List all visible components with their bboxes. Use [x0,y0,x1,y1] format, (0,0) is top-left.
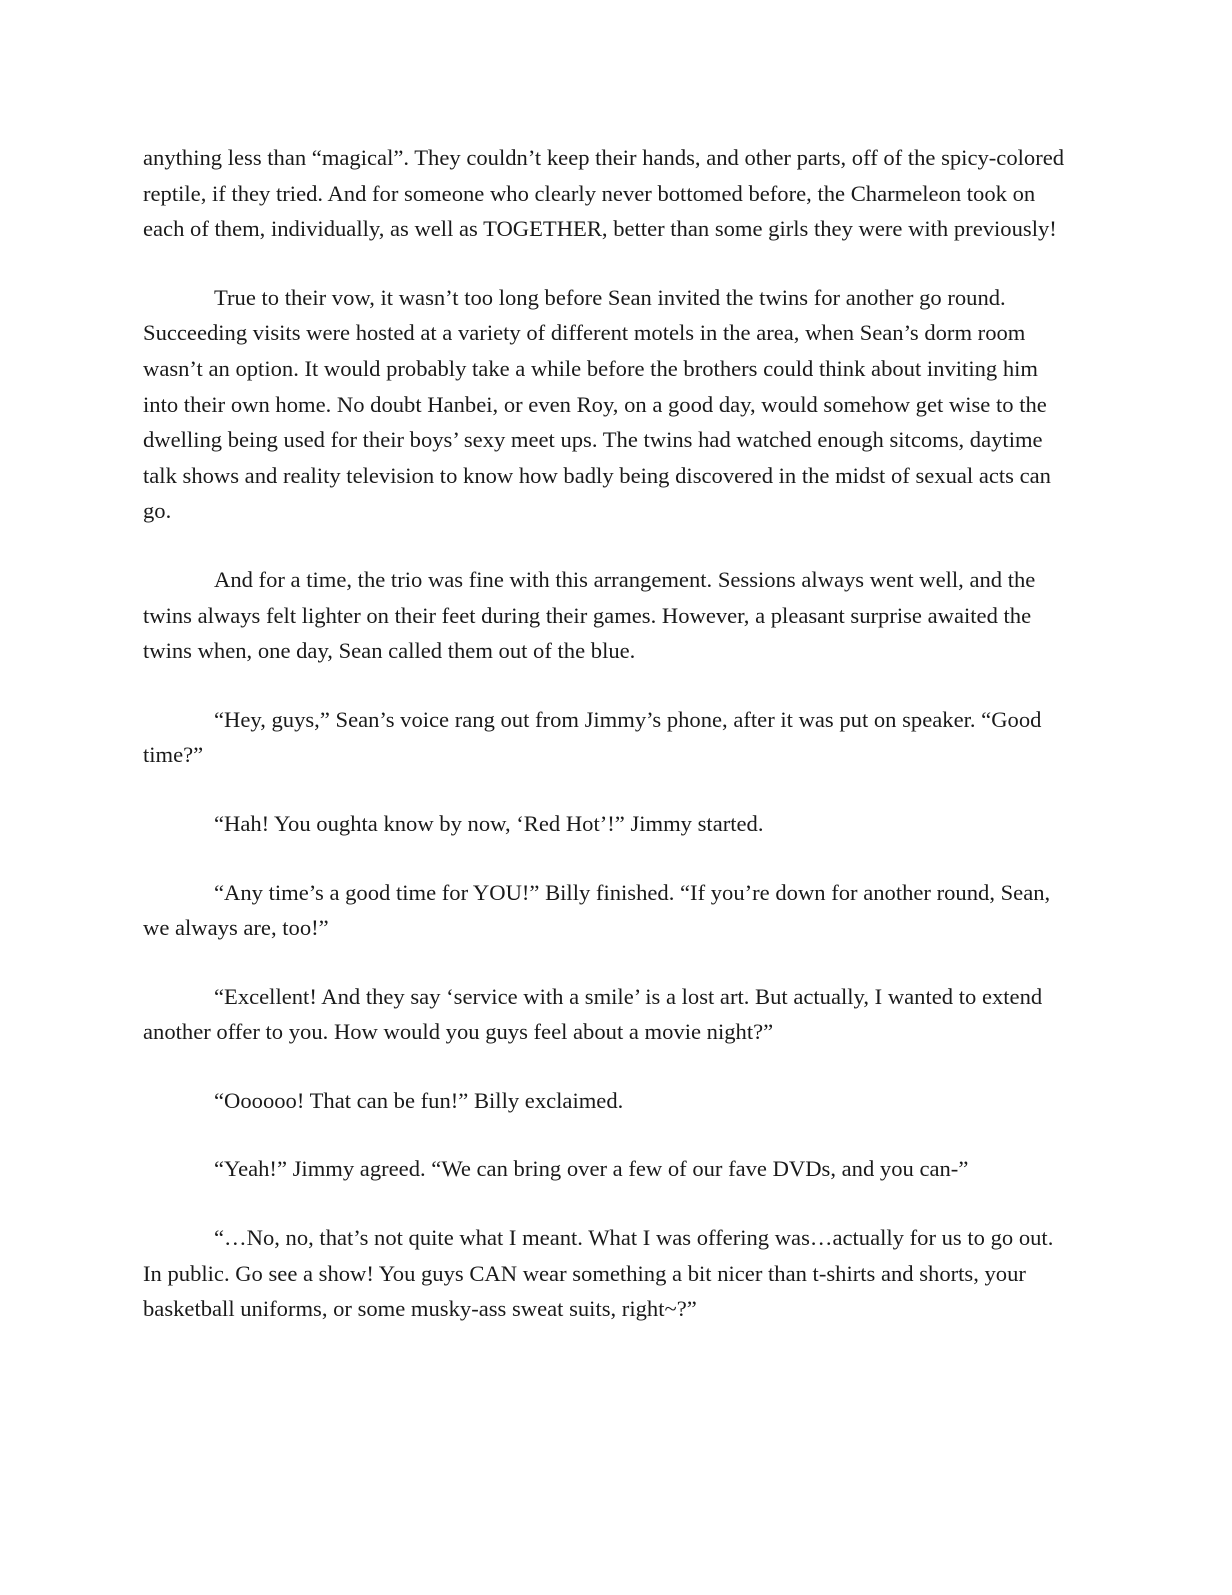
paragraph-1: anything less than “magical”. They couldn’t keep their hands, and other parts, off of the spicy-colored reptile, if they tried. And for someone who clearly never bottomed before, the Charmeleon took on each of them, individually, as well as TOGETHER, better than some girls they were with previously! [143,145,1065,242]
paragraph-4: “Hey, guys,” Sean’s voice rang out from Jimmy’s phone, after it was put on speaker. “Good time?” [143,706,1042,768]
paragraph-7: “Excellent! And they say ‘service with a smile’ is a lost art. But actually, I wanted to extend another offer to you. How would you guys feel about a movie night?” [143,983,1043,1045]
paragraph-8: “Oooooo! That can be fun!” Billy exclaimed. [214,1087,624,1113]
paragraph-10: “…No, no, that’s not quite what I meant. What I was offering was…actually for us to go out. In public. Go see a show! You guys CAN wear something a bit nicer than t-shirts and shorts, your basketball uniforms, or some musky-ass sweat suits, right~?” [143,1225,1054,1322]
paragraph-3: And for a time, the trio was fine with this arrangement. Sessions always went well, and the twins always felt lighter on their feet during their games. However, a pleasant surprise awaited the twins when, one day, Sean called them out of the blue. [143,566,1036,664]
paragraph-6: “Any time’s a good time for YOU!” Billy finished. “If you’re down for another round, Sean, we always are, too!” [143,879,1051,941]
paragraph-5: “Hah! You oughta know by now, ‘Red Hot’!” Jimmy started. [214,810,764,836]
document-body [143,140,1073,1360]
paragraph-9: “Yeah!” Jimmy agreed. “We can bring over a few of our fave DVDs, and you can-” [214,1156,969,1182]
paragraph-2: True to their vow, it wasn’t too long before Sean invited the twins for another go round. Succeeding visits were hosted at a variety of different motels in the area, when Sean’s dorm room wasn’t an option. It would probably take a while before the brothers could think about inviting him into their own home. No doubt Hanbei, or even Roy, on a good day, would somehow get wise to the dwelling being used for their boys’ sexy meet ups. The twins had watched enough sitcoms, daytime talk shows and reality television to know how badly being discovered in the midst of sexual acts can go. [143,284,1051,524]
